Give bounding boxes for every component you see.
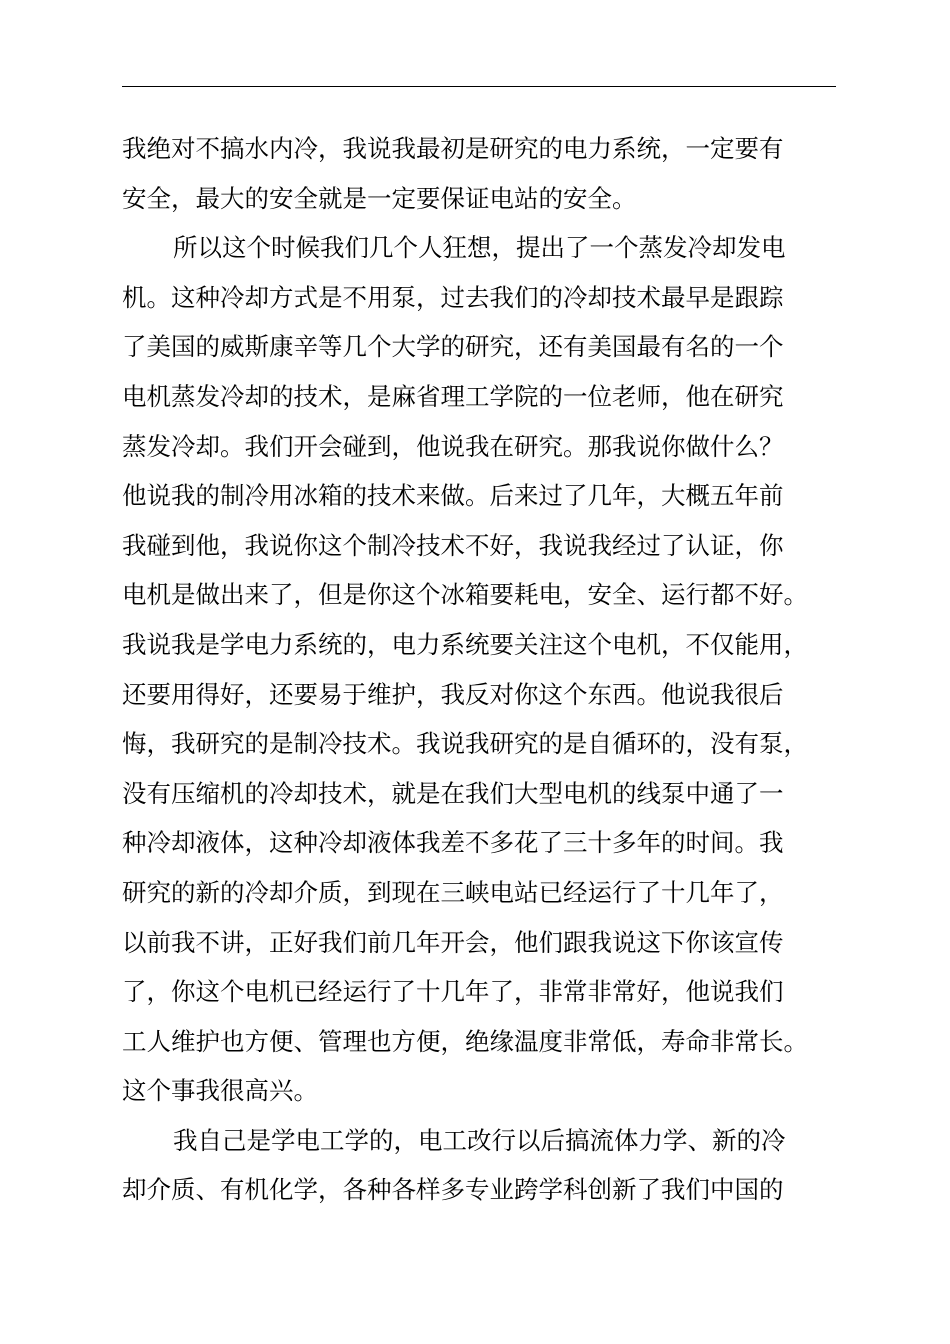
text-line: 安全，最大的安全就是一定要保证电站的安全。 (122, 183, 637, 213)
text-line: 我说我是学电力系统的，电力系统要关注这个电机，不仅能用， (122, 629, 808, 659)
text-line: 悔，我研究的是制冷技术。我说我研究的是自循环的，没有泵， (122, 729, 808, 759)
text-line: 他说我的制冷用冰箱的技术来做。后来过了几年，大概五年前 (122, 481, 784, 511)
text-line: 我碰到他，我说你这个制冷技术不好，我说我经过了认证，你 (122, 530, 784, 560)
text-line: 工人维护也方便、管理也方便，绝缘温度非常低，寿命非常长。 (122, 1026, 808, 1056)
text-line: 蒸发冷却。我们开会碰到，他说我在研究。那我说你做什么？ (122, 431, 784, 461)
text-line: 所以这个时候我们几个人狂想，提出了一个蒸发冷却发电 (173, 233, 786, 263)
text-line: 研究的新的冷却介质，到现在三峡电站已经运行了十几年了， (122, 877, 784, 907)
text-line: 却介质、有机化学，各种各样多专业跨学科创新了我们中国的 (122, 1175, 784, 1205)
text-line: 还要用得好，还要易于维护，我反对你这个东西。他说我很后 (122, 679, 784, 709)
text-line: 种冷却液体，这种冷却液体我差不多花了三十多年的时间。我 (122, 828, 784, 858)
header-rule (122, 86, 836, 87)
text-line: 以前我不讲，正好我们前几年开会，他们跟我说这下你该宣传 (122, 927, 784, 957)
text-line: 我自己是学电工学的，电工改行以后搞流体力学、新的冷 (173, 1125, 786, 1155)
text-line: 电机蒸发冷却的技术，是麻省理工学院的一位老师，他在研究 (122, 381, 784, 411)
text-line: 机。这种冷却方式是不用泵，过去我们的冷却技术最早是跟踪 (122, 282, 784, 312)
text-line: 这个事我很高兴。 (122, 1076, 318, 1106)
text-line: 没有压缩机的冷却技术，就是在我们大型电机的线泵中通了一 (122, 778, 784, 808)
text-line: 了美国的威斯康辛等几个大学的研究，还有美国最有名的一个 (122, 332, 784, 362)
text-line: 电机是做出来了，但是你这个冰箱要耗电，安全、运行都不好。 (122, 580, 808, 610)
text-line: 我绝对不搞水内冷，我说我最初是研究的电力系统，一定要有 (122, 134, 784, 163)
text-line: 了，你这个电机已经运行了十几年了，非常非常好，他说我们 (122, 977, 784, 1007)
body-text (122, 124, 862, 1215)
